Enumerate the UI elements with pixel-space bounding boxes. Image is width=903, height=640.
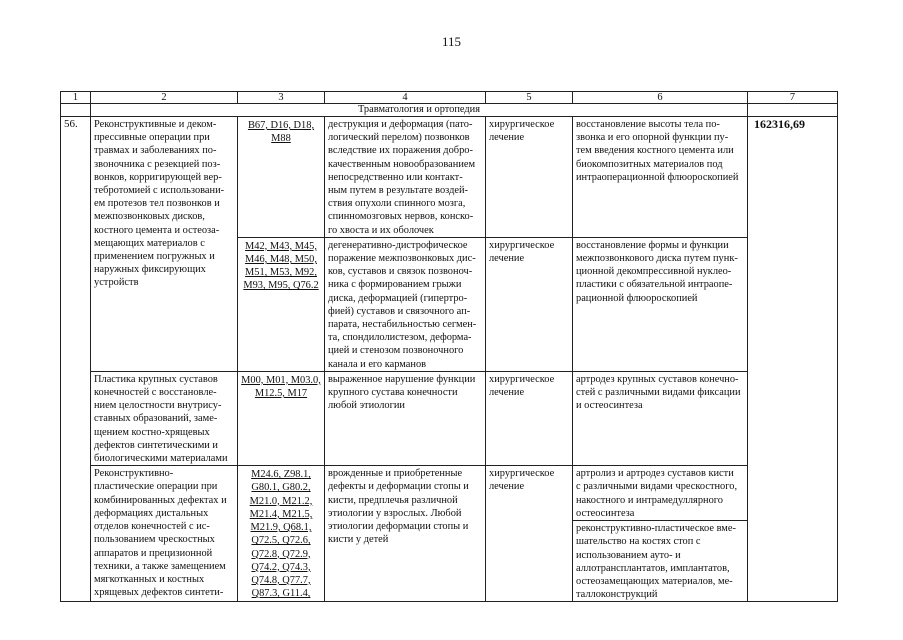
- patient-model: врожденные и приобретенные дефекты и деформации стопы и кисти, предплечья различной этиологии у взрослых. Любой этиологии деформации стопы и кисти у детей: [325, 466, 486, 602]
- price: 162316,69: [748, 117, 838, 602]
- header-cell-6: 6: [573, 92, 748, 104]
- section-blank-7: [748, 104, 838, 117]
- table-row: [61, 117, 838, 238]
- treatment-method: артродез крупных суставов конечно- стей с различными видами фиксации и остеосинтеза: [573, 371, 748, 465]
- header-cell-4: 4: [325, 92, 486, 104]
- icd-codes: M24.6, Z98.1, G80.1, G80.2, M21.0, M21.2, M21.4, M21.5, M21.9, Q68.1, Q72.5, Q72.6, Q72.8, Q72.9, Q74.2, Q74.3, Q74.8, Q77.7, Q87.3, G11.4,: [238, 466, 325, 602]
- treatment-type: хирургическое лечение: [486, 237, 573, 371]
- section-blank-1: [61, 104, 91, 117]
- section-title: Травматология и ортопедия: [91, 104, 748, 117]
- header-cell-7: 7: [748, 92, 838, 104]
- section-row: [61, 104, 838, 117]
- treatment-type: хирургическое лечение: [486, 371, 573, 465]
- intervention-name: Реконструктивные и деком- прессивные операции при травмах и заболеваниях по- звоночника с резекцией поз- вонков, корригирующей вер- тебротомией с использовани- ем протезов тел позвонков и межпозвонковых дисков, костного цемента и остеоза- мещающих материалов с применением погружных и наружных фиксирующих устройств: [91, 117, 238, 372]
- page-number: 115: [441, 34, 462, 49]
- icd-codes: M42, M43, M45, M46, M48, M50, M51, M53, M92, M93, M95, Q76.2: [238, 237, 325, 371]
- icd-codes: B67, D16, D18, M88: [238, 117, 325, 238]
- treatment-method: восстановление высоты тела по- звонка и его опорной функции пу- тем введения костного цемента или биокомпозитных материалов под интраоперационной флюороскопией: [573, 117, 748, 238]
- patient-model: выраженное нарушение функции крупного сустава конечности любой этиологии: [325, 371, 486, 465]
- treatment-type: хирургическое лечение: [486, 466, 573, 602]
- row-number: 56.: [61, 117, 91, 602]
- patient-model: деструкция и деформация (пато- логический перелом) позвонков вследствие их поражения добро- качественным новообразованием непосредственно или контакт- ным путем в результате воздей- ствия опухоли спинного мозга, спинномозговых нервов, конско- го хвоста и их оболочек: [325, 117, 486, 238]
- header-cell-3: 3: [238, 92, 325, 104]
- patient-model: дегенеративно-дистрофическое поражение межпозвонковых дис- ков, суставов и связок позвоноч- ника с формированием грыжи диска, деформацией (гипертро- фией) суставов и связочного ап- парата, нестабильностью сегмен- та, спондилолистезом, деформа- цией и стенозом позвоночного канала и его карманов: [325, 237, 486, 371]
- header-cell-5: 5: [486, 92, 573, 104]
- header-cell-1: 1: [61, 92, 91, 104]
- header-row: [61, 92, 838, 104]
- table-row: [61, 371, 838, 465]
- icd-codes: M00, M01, M03.0, M12.5, M17: [238, 371, 325, 465]
- treatment-table: [60, 91, 838, 602]
- treatment-method: восстановление формы и функции межпозвонкового диска путем пунк- ционной декомпрессивной нуклео- пластики с обязательной интраопе- рационной флюороскопией: [573, 237, 748, 371]
- treatment-type: хирургическое лечение: [486, 117, 573, 238]
- table-row: [61, 466, 838, 521]
- header-cell-2: 2: [91, 92, 238, 104]
- intervention-name: Пластика крупных суставов конечностей с восстановле- нием целостности внутрису- ставных образований, заме- щением костно-хрящевых дефектов синтетическими и биологическими материалами: [91, 371, 238, 465]
- treatment-method: артролиз и артродез суставов кисти с различными видами чрескостного, накостного и интрамедуллярного остеосинтеза: [573, 466, 748, 521]
- intervention-name: Реконструктивно- пластические операции при комбинированных дефектах и деформациях дистальных отделов конечностей с ис- пользованием чрескостных аппаратов и прецизионной техники, а также замещением мягкотканных и костных хрящевых дефектов синтети-: [91, 466, 238, 602]
- treatment-method: реконструктивно-пластическое вме- шательство на костях стоп с использованием ауто- и аллотрансплантатов, имплантатов, остеозамещающих материалов, ме- таллоконструкций: [573, 521, 748, 602]
